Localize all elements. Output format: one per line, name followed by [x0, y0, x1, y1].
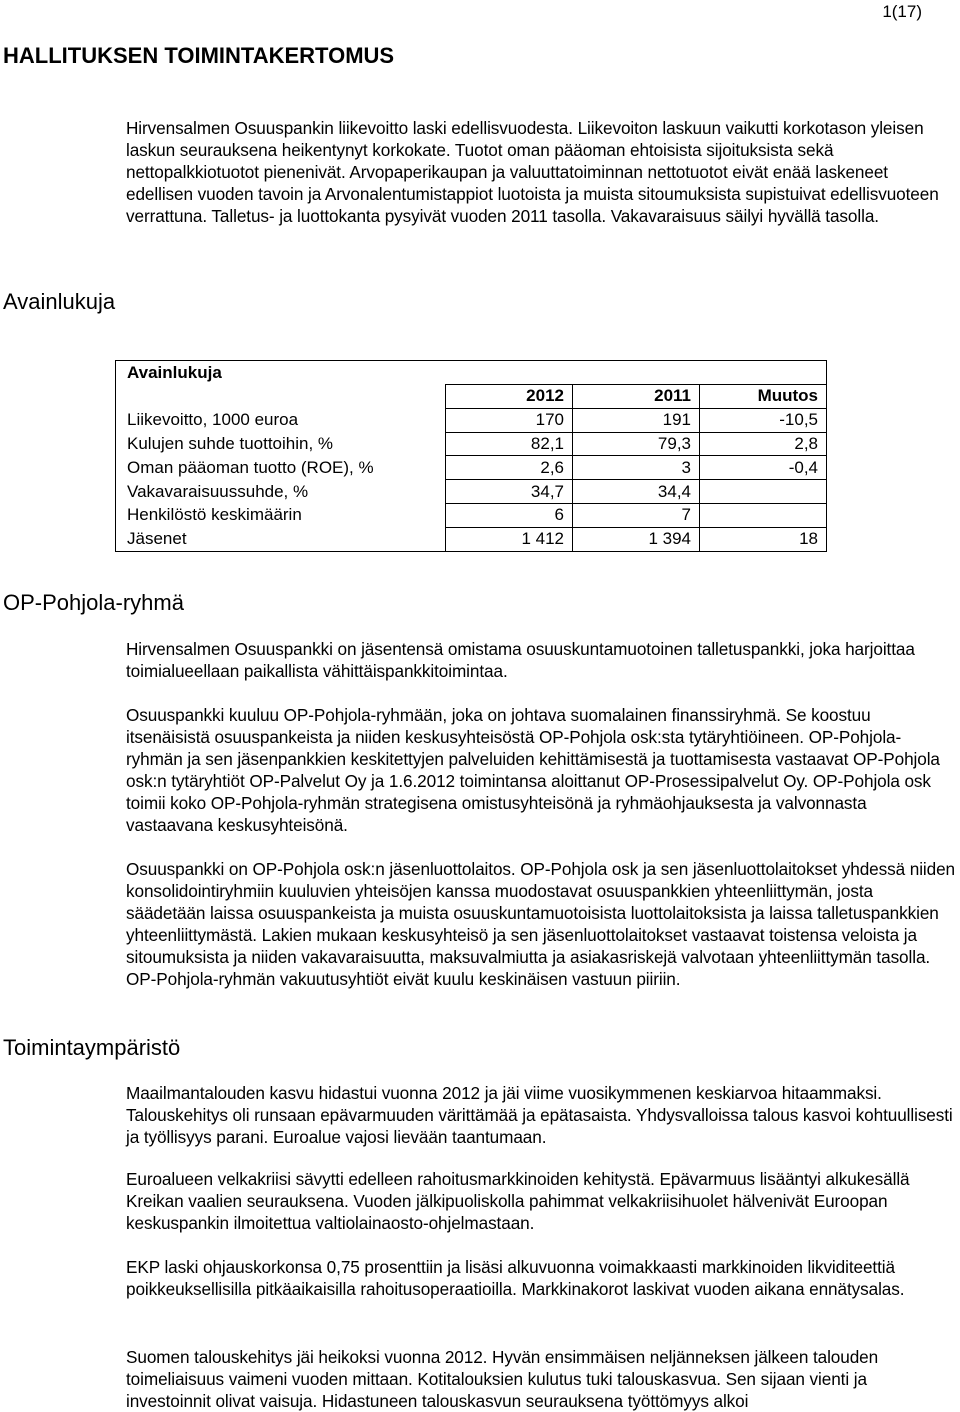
value-2012: 82,1 — [446, 432, 573, 456]
row-label: Liikevoitto, 1000 euroa — [116, 408, 446, 432]
value-2011: 191 — [573, 408, 700, 432]
toimintaymparisto-paragraph-4: Suomen talouskehitys jäi heikoksi vuonna 2012. Hyvän ensimmäisen neljänneksen jälkeen talouden toimeliaisuus vaimeni vuoden mittaan. Kotitalouksien kulutus tuki talouskasvua. Sen sijaan vienti ja investoinnit olivat vaisuja. Hidastuneen talouskasvun seurauksena työttömyys alkoi — [126, 1347, 879, 1411]
value-change: -0,4 — [700, 456, 827, 480]
value-2012: 2,6 — [446, 456, 573, 480]
table-row — [116, 503, 827, 527]
table-header-row — [116, 385, 827, 409]
value-2011: 3 — [573, 456, 700, 480]
value-2011: 79,3 — [573, 432, 700, 456]
toimintaymparisto-paragraph-2: Euroalueen velkakriisi sävytti edelleen rahoitusmarkkinoiden kehitystä. Epävarmuus lisääntyi alkukesällä Kreikan vaalien seurauksena. Vuoden jälkipuoliskolla pahimmat velkakriisihuolet hälvenivät Euroopan keskuspankin ilmoitettua valtiolainaosto-ohjelmastaan. — [126, 1169, 910, 1233]
section-heading-op-pohjola: OP-Pohjola-ryhmä — [3, 590, 184, 615]
table-row — [116, 527, 827, 551]
value-2011: 7 — [573, 503, 700, 527]
row-label: Oman pääoman tuotto (ROE), % — [116, 456, 446, 480]
row-label: Vakavaraisuussuhde, % — [116, 480, 446, 504]
row-label: Kulujen suhde tuottoihin, % — [116, 432, 446, 456]
table-row — [116, 456, 827, 480]
column-header-2011: 2011 — [573, 385, 700, 409]
value-change — [700, 503, 827, 527]
table-row — [116, 480, 827, 504]
value-change — [700, 480, 827, 504]
section-heading-toimintaymparisto: Toimintaympäristö — [3, 1035, 181, 1060]
op-pohjola-paragraph-1: Hirvensalmen Osuuspankki on jäsentensä omistama osuuskuntamuotoinen talletuspankki, joka harjoittaa toimialueellaan paikallista vähittäispankkitoimintaa. — [126, 639, 915, 681]
value-2011: 34,4 — [573, 480, 700, 504]
toimintaymparisto-paragraph-3: EKP laski ohjauskorkonsa 0,75 prosenttiin ja lisäsi alkuvuonna voimakkaasti markkinoiden likviditeettiä poikkeuksellisilla pitkäaikaisilla rahoitusoperaatioilla. Markkinakorot laskivat vuoden aikana ennätysalas. — [126, 1257, 905, 1299]
document-title: HALLITUKSEN TOIMINTAKERTOMUS — [3, 43, 395, 68]
op-pohjola-paragraph-2: Osuuspankki kuuluu OP-Pohjola-ryhmään, joka on johtava suomalainen finanssiryhmä. Se koostuu itsenäisistä osuuspankeista ja niiden keskusyhteisöstä OP-Pohjola osk:sta tytäryhtiöineen. OP-Pohjola-ryhmän ja sen jäsenpankkien keskitettyjen palveluiden kehittämisestä ja tuottamisesta vastaavat OP-Pohjola osk:n tytäryhtiöt OP-Palvelut Oy ja 1.6.2012 toimintansa aloittanut OP-Prosessipalvelut Oy. OP-Pohjola osk toimii koko OP-Pohjola-ryhmän strategisena omistusyhteisönä ja ryhmäohjauksesta ja valvonnasta vastaavana keskusyhteisönä. — [126, 705, 940, 835]
value-change: 2,8 — [700, 432, 827, 456]
page-number: 1(17) — [882, 2, 922, 21]
value-2012: 34,7 — [446, 480, 573, 504]
row-label: Henkilöstö keskimäärin — [116, 503, 446, 527]
value-2012: 6 — [446, 503, 573, 527]
table-row — [116, 432, 827, 456]
intro-paragraph: Hirvensalmen Osuuspankin liikevoitto laski edellisvuodesta. Liikevoiton laskuun vaikutti korkotason yleisen laskun seurauksena heikentynyt korkokate. Tuotot oman pääoman ehtoisista sijoituksista sekä nettopalkkiotuotot pienenivät. Arvopaperikaupan ja valuuttatoiminnan nettotuotot eivät enää laskeneet edellisen vuoden tavoin ja Arvonalentumistappiot luotoista ja muista sitoumuksista supistuivat edellisvuoteen verrattuna. Talletus- ja luottokanta pysyivät vuoden 2011 tasolla. Vakavaraisuus säilyi hyvällä tasolla. — [126, 118, 939, 226]
value-2012: 170 — [446, 408, 573, 432]
toimintaymparisto-paragraph-1: Maailmantalouden kasvu hidastui vuonna 2012 ja jäi viime vuosikymmenen keskiarvoa hitaammaksi. Talouskehitys oli runsaan epävarmuuden värittämää ja epätasaista. Yhdysvalloissa talous kasvoi kohtuullisesti ja työllisyys parani. Euroalue vajosi lievään taantumaan. — [126, 1083, 953, 1147]
value-2011: 1 394 — [573, 527, 700, 551]
table-row — [116, 408, 827, 432]
column-header-2012: 2012 — [446, 385, 573, 409]
row-label: Jäsenet — [116, 527, 446, 551]
value-change: 18 — [700, 527, 827, 551]
op-pohjola-paragraph-3: Osuuspankki on OP-Pohjola osk:n jäsenluottolaitos. OP-Pohjola osk ja sen jäsenluottolaitokset yhdessä niiden konsolidointiryhmiin kuuluvien yhteisöjen kanssa muodostavat osuuspankkien yhteenliittymän, josta säädetään laissa osuuspankeista ja muista osuuskuntamuotoisista luottolaitoksista ja laissa talletuspankkien yhteenliittymästä. Lakien mukaan keskusyhteisö ja sen jäsenluottolaitokset vastaavat toistensa veloista ja sitoumuksista ja niiden vakavaraisuutta, maksuvalmiutta ja asiakasriskejä valvotaan yhteenliittymän tasolla. OP-Pohjola-ryhmän vakuutusyhtiöt eivät kuulu keskinäisen vastuun piiriin. — [126, 859, 956, 989]
column-header-muutos: Muutos — [700, 385, 827, 409]
section-heading-avainlukuja: Avainlukuja — [3, 289, 116, 314]
table-title: Avainlukuja — [116, 361, 827, 385]
value-2012: 1 412 — [446, 527, 573, 551]
key-figures-table — [115, 360, 827, 552]
value-change: -10,5 — [700, 408, 827, 432]
